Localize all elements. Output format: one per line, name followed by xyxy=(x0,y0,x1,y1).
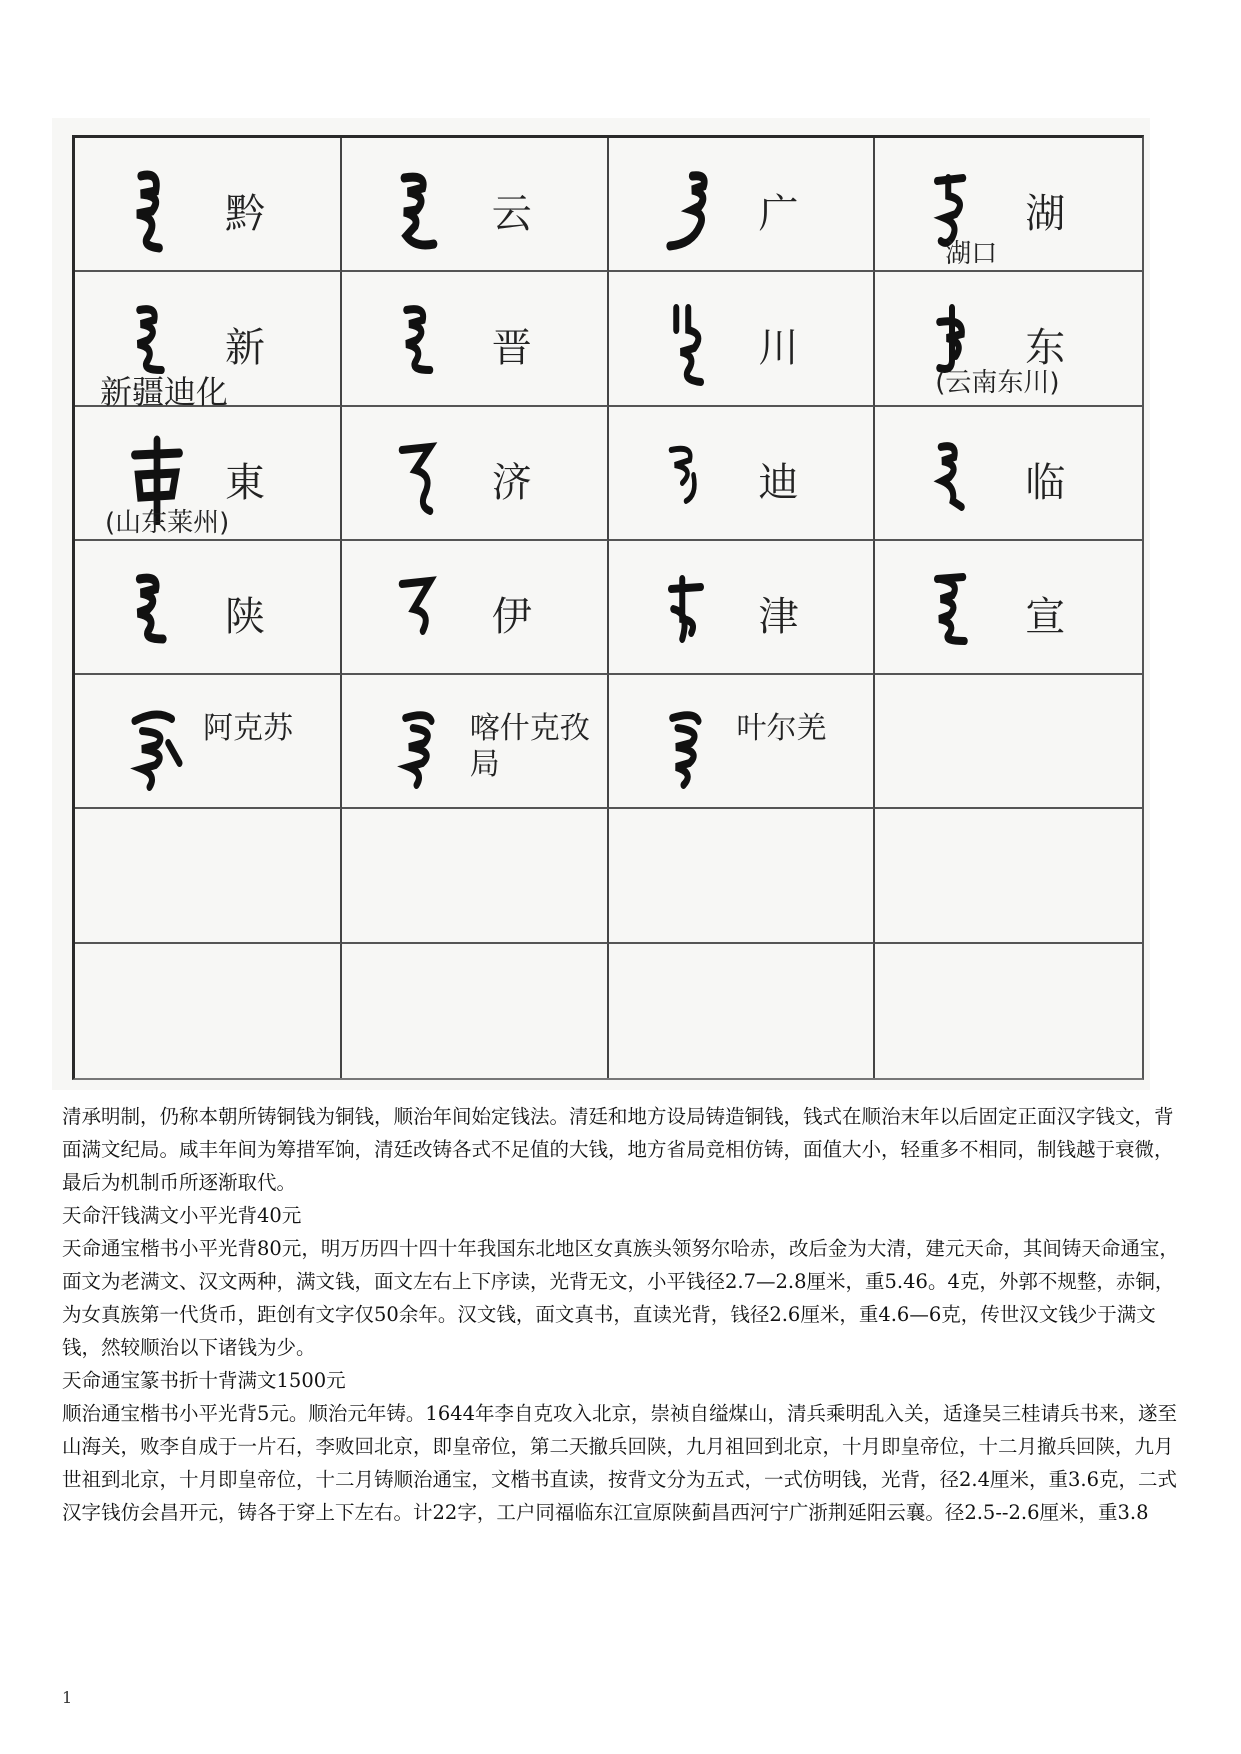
table-cell xyxy=(342,944,609,1078)
manchu-glyph xyxy=(394,703,454,793)
mint-label: 津 xyxy=(758,593,801,640)
mint-note: 新疆迪化 xyxy=(100,373,229,412)
table-cell xyxy=(875,407,1142,541)
table-cell xyxy=(342,272,609,406)
table-cell xyxy=(875,541,1142,675)
mint-label: 川 xyxy=(758,325,801,372)
paragraph: 清承明制，仍称本朝所铸铜钱为铜钱，顺治年间始定钱法。清廷和地方设局铸造铜钱，钱式在顺治末年以后固定正面汉字钱文，背面满文纪局。咸丰年间为筹措军饷，清廷改铸各式不足值的大钱，地方省局竞相仿铸，面值大小，轻重多不相同，制钱越于衰微，最后为机制币所逐渐取代。 xyxy=(62,1105,1174,1194)
mint-label: 济 xyxy=(491,459,534,506)
table-cell xyxy=(875,675,1142,809)
mint-label: 伊 xyxy=(491,593,534,640)
mint-label: 宣 xyxy=(1025,593,1068,640)
table-cell xyxy=(342,407,609,541)
mint-mark-table xyxy=(72,135,1144,1080)
table-cell xyxy=(342,675,609,809)
manchu-glyph xyxy=(662,166,730,256)
mint-label: 阿克苏 xyxy=(203,711,293,747)
paragraph: 天命通宝篆书折十背满文1500元 xyxy=(62,1369,346,1392)
page-number: 1 xyxy=(62,1688,73,1707)
table-cell xyxy=(609,541,876,675)
table-cell xyxy=(75,138,342,272)
body-text xyxy=(62,1100,1182,1529)
manchu-glyph xyxy=(393,300,446,380)
manchu-glyph xyxy=(126,569,179,649)
table-cell xyxy=(609,944,876,1078)
table-cell xyxy=(875,809,1142,943)
table-cell xyxy=(75,407,342,541)
mint-label: 喀什克孜局 xyxy=(469,711,590,783)
manchu-glyph xyxy=(926,569,979,649)
manchu-glyph xyxy=(659,300,712,390)
paragraph: 天命通宝楷书小平光背80元，明万历四十四十年我国东北地区女真族头领努尔哈赤，改后金为大清，建元天命，其间铸天命通宝，面文为老满文、汉文两种，满文钱，面文左右上下序读，光背无文，小平钱径2.7—2.8厘米，重5.46。4克，外郭不规整，赤铜，为女真族第一代货币，距创有文字仅50余年。汉文钱，面文真书，直读光背，钱径2.6厘米，重4.6—6克，传世汉文钱少于满文钱，然较顺治以下诸钱为少。 xyxy=(62,1237,1179,1359)
mint-note: (山东莱州) xyxy=(105,507,230,538)
mint-label: 湖 xyxy=(1025,191,1068,237)
manchu-glyph xyxy=(659,569,712,649)
mint-label: 临 xyxy=(1025,459,1068,506)
mint-note: (云南东川) xyxy=(935,368,1060,399)
manchu-glyph xyxy=(127,703,187,793)
manchu-glyph xyxy=(393,569,446,649)
table-cell xyxy=(75,809,342,943)
manchu-glyph xyxy=(393,166,446,256)
mint-label: 广 xyxy=(758,191,801,237)
manchu-glyph xyxy=(926,435,979,515)
mint-label: 晋 xyxy=(491,325,534,372)
manchu-glyph xyxy=(659,435,712,515)
paragraph: 顺治通宝楷书小平光背5元。顺治元年铸。1644年李自克攻入北京，崇祯自缢煤山，清兵乘明乱入关，适逢吴三桂请兵书来，遂至山海关，败李自成于一片石，李败回北京，即皇帝位，第二天撤兵回陕，九月祖回到北京，十月即皇帝位，十二月撤兵回陕，九月世祖到北京，十月即皇帝位，十二月铸顺治通宝，文楷书直读，按背文分为五式，一式仿明钱，光背，径2.4厘米，重3.6克，二式汉字钱仿会昌开元，铸各于穿上下左右。计22字，工户同福临东江宣原陕蓟昌西河宁广浙荆延阳云襄。径2.5--2.6厘米，重3.8 xyxy=(62,1402,1178,1524)
table-cell xyxy=(609,272,876,406)
mint-label: 黔 xyxy=(225,191,267,237)
table-cell xyxy=(75,541,342,675)
table-cell xyxy=(875,944,1142,1078)
mint-label: 迪 xyxy=(758,459,801,506)
mint-label: 东 xyxy=(1025,325,1068,372)
mint-label: 東 xyxy=(225,459,267,506)
paragraph: 天命汗钱满文小平光背40元 xyxy=(62,1204,302,1227)
manchu-glyph xyxy=(661,703,721,793)
table-cell xyxy=(342,541,609,675)
table-cell xyxy=(609,675,876,809)
table-cell xyxy=(875,138,1142,272)
table-cell xyxy=(75,944,342,1078)
mint-label: 云 xyxy=(491,191,534,237)
table-cell xyxy=(875,272,1142,406)
table-cell xyxy=(75,675,342,809)
table-cell xyxy=(609,138,876,272)
mint-note: 湖口 xyxy=(945,239,998,269)
table-cell xyxy=(609,407,876,541)
manchu-glyph xyxy=(126,166,179,256)
manchu-glyph xyxy=(393,435,446,515)
table-cell xyxy=(342,138,609,272)
table-cell xyxy=(342,809,609,943)
table-cell xyxy=(609,809,876,943)
mint-label: 新 xyxy=(225,325,267,372)
mint-label: 叶尔羌 xyxy=(736,711,827,747)
table-cell xyxy=(75,272,342,412)
mint-label: 陕 xyxy=(225,593,267,640)
